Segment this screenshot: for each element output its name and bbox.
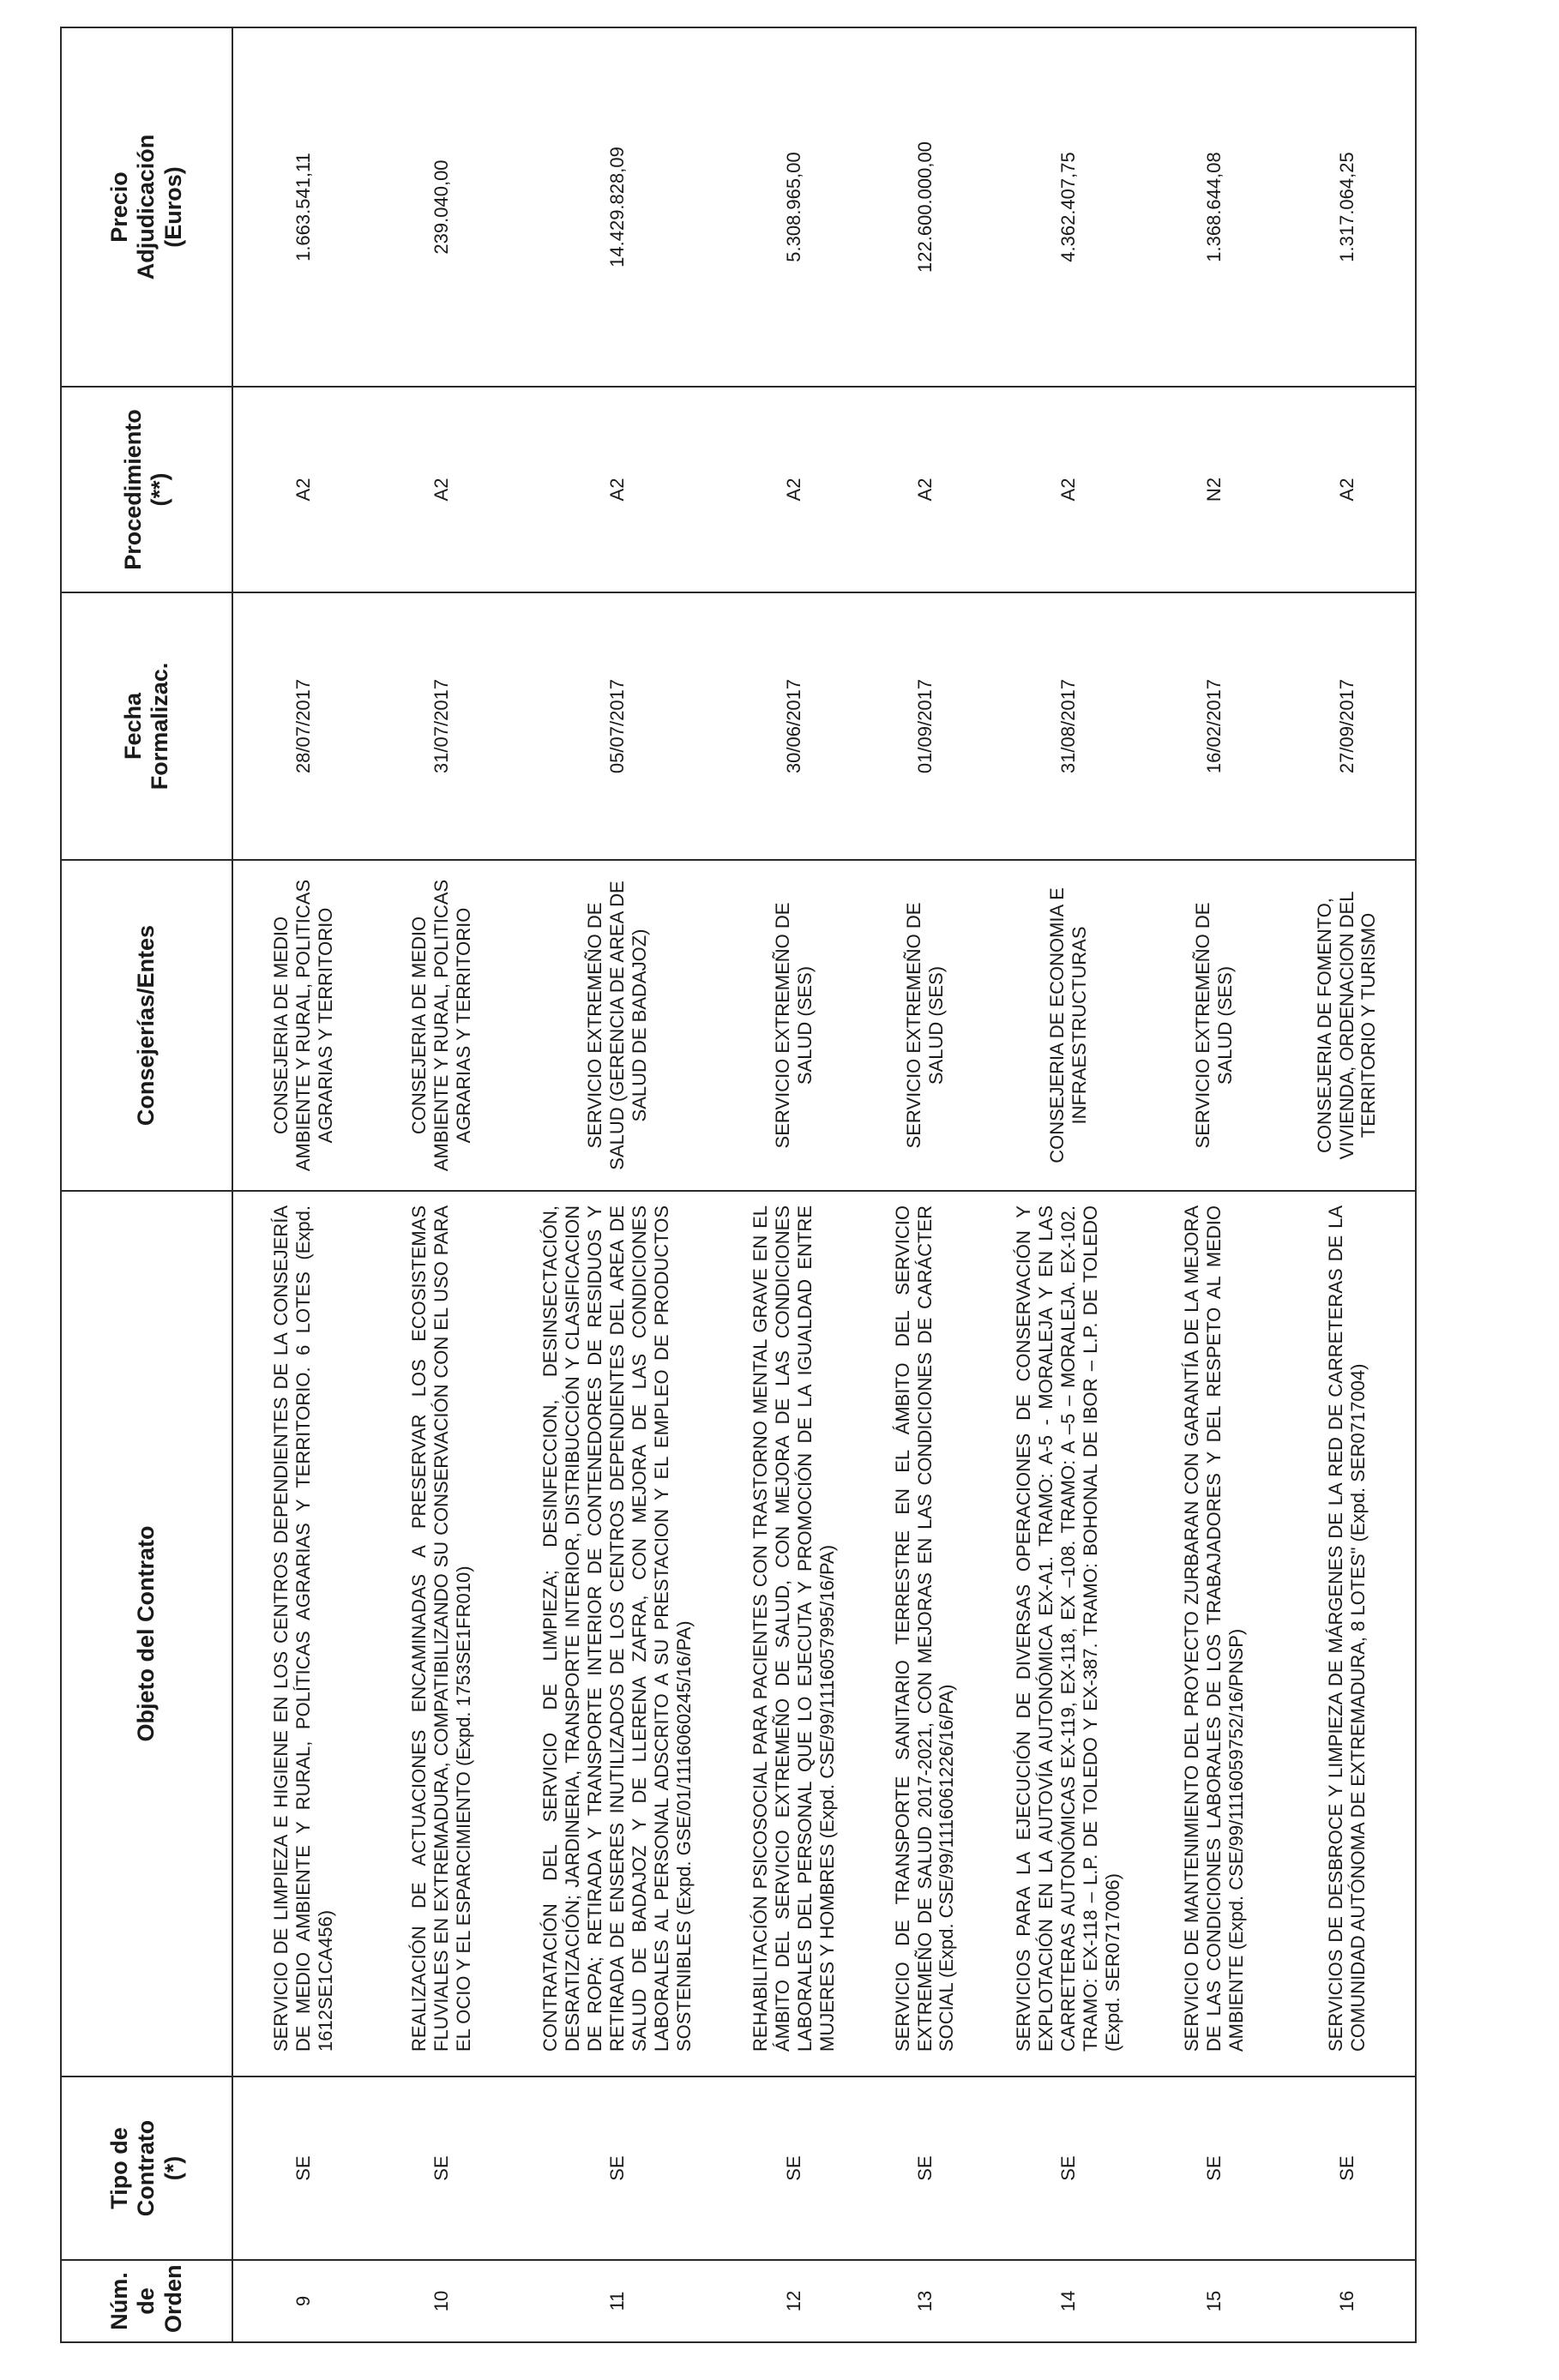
table-row (232, 27, 374, 2342)
contracts-table (60, 27, 1417, 2343)
row-num: 10 (374, 2260, 509, 2342)
header-fecha-line: Fecha (119, 692, 146, 760)
row-num: 16 (1279, 2260, 1416, 2342)
row-ente: CONSEJERIA DE ECONOMIA E INFRAESTRUCTURAS (987, 860, 1150, 1191)
row-objeto: SERVICIO DE TRANSPORTE SANITARIO TERRESTRE EN EL ÁMBITO DEL SERVICIO EXTREMEÑO DE SALUD 2017-2021, CON MEJORAS EN LAS CONDICIONES DE CARÁCTER SOCIAL (Expd. CSE/99/1116061226/16/PA) (863, 1191, 987, 2076)
row-fecha: 31/08/2017 (987, 592, 1150, 860)
row-objeto: SERVICIOS DE DESBROCE Y LIMPIEZA DE MÁRGENES DE LA RED DE CARRETERAS DE LA COMUNIDAD AUTÓNOMA DE EXTREMADURA, 8 LOTES" (Expd. SER0717004) (1279, 1191, 1416, 2076)
row-proc: A2 (987, 387, 1150, 592)
row-tipo: SE (509, 2076, 725, 2260)
header-proc-line: (**) (147, 472, 172, 507)
row-proc: A2 (863, 387, 987, 592)
row-ente: SERVICIO EXTREMEÑO DE SALUD (GERENCIA DE AREA DE SALUD DE BADAJOZ) (509, 860, 725, 1191)
row-objeto: SERVICIOS PARA LA EJECUCIÓN DE DIVERSAS OPERACIONES DE CONSERVACIÓN Y EXPLOTACIÓN EN LA AUTOVÍA AUTONÓMICA EX-A1. TRAMO: A-5 - MORALEJA Y EN LAS CARRETERAS AUTONÓMICAS EX-119, EX-118, EX –108. TRAMO: A –5 – MORALEJA. EX-102. TRAMO: EX-118 – L.P. DE TOLEDO Y EX-387. TRAMO: BOHONAL DE IBOR – L.P. DE TOLEDO (Expd. SER0717006) (987, 1191, 1150, 2076)
row-precio: 4.362.407,75 (987, 27, 1150, 387)
table-row (509, 27, 725, 2342)
header-precio (61, 27, 232, 387)
row-proc: A2 (232, 387, 374, 592)
table-row (374, 27, 509, 2342)
row-precio: 1.317.064,25 (1279, 27, 1416, 387)
header-proc (61, 387, 232, 592)
row-num: 9 (232, 2260, 374, 2342)
row-fecha: 27/09/2017 (1279, 592, 1416, 860)
row-precio: 14.429.828,09 (509, 27, 725, 387)
table-row (987, 27, 1150, 2342)
header-row (61, 27, 232, 2342)
table-row (1150, 27, 1279, 2342)
row-objeto: REHABILITACIÓN PSICOSOCIAL PARA PACIENTES CON TRASTORNO MENTAL GRAVE EN EL ÁMBITO DEL SERVICIO EXTREMEÑO DE SALUD, CON MEJORA DE LAS CONDICIONES LABORALES DEL PERSONAL QUE LO EJECUTA Y PROMOCIÓN DE LA IGUALDAD ENTRE MUJERES Y HOMBRES (Expd. CSE/99/1116057995/16/PA) (725, 1191, 863, 2076)
header-fecha-line: Formalizac. (147, 662, 172, 790)
row-precio: 1.368.644,08 (1150, 27, 1279, 387)
header-precio-line: Adjudicación (133, 134, 160, 280)
row-fecha: 01/09/2017 (863, 592, 987, 860)
row-tipo: SE (725, 2076, 863, 2260)
row-tipo: SE (232, 2076, 374, 2260)
row-proc: A2 (1279, 387, 1416, 592)
header-tipo (61, 2076, 232, 2260)
row-tipo: SE (987, 2076, 1150, 2260)
row-tipo: SE (1150, 2076, 1279, 2260)
row-precio: 5.308.965,00 (725, 27, 863, 387)
header-num (61, 2260, 232, 2342)
row-objeto: CONTRATACIÓN DEL SERVICIO DE LIMPIEZA; DESINFECCION, DESINSECTACIÓN, DESRATIZACIÓN; JARDINERIA, TRANSPORTE INTERIOR, DISTRIBUCCIÓN Y CLASIFICACION DE ROPA; RETIRADA Y TRANSPORTE INTERIOR DE CONTENEDORES DE RESIDUOS Y RETIRADA DE ENSERES INUTILIZADOS DE LOS CENTROS DEPENDIENTES DEL AREA DE SALUD DE BADAJOZ Y DE LLERENA ZAFRA, CON MEJORA DE LAS CONDICIONES LABORALES AL PERSONAL ADSCRITO A SU PRESTACION Y EL EMPLEO DE PRODUCTOS SOSTENIBLES (Expd. GSE/01/1116060245/16/PA) (509, 1191, 725, 2076)
header-proc-line: Procedimiento (119, 409, 146, 570)
row-tipo: SE (1279, 2076, 1416, 2260)
table-row (1279, 27, 1416, 2342)
table-row (863, 27, 987, 2342)
header-num-line: Núm. (106, 2272, 133, 2330)
row-tipo: SE (374, 2076, 509, 2260)
header-precio-line: (Euros) (160, 166, 186, 248)
header-tipo-line: (*) (160, 2155, 186, 2181)
row-fecha: 05/07/2017 (509, 592, 725, 860)
row-ente: SERVICIO EXTREMEÑO DE SALUD (SES) (725, 860, 863, 1191)
header-num-line: Orden (160, 2264, 186, 2333)
row-fecha: 31/07/2017 (374, 592, 509, 860)
table-row (725, 27, 863, 2342)
row-ente: CONSEJERIA DE MEDIO AMBIENTE Y RURAL, POLITICAS AGRARIAS Y TERRITORIO (232, 860, 374, 1191)
header-fecha (61, 592, 232, 860)
row-fecha: 28/07/2017 (232, 592, 374, 860)
header-tipo-line: Tipo de (106, 2127, 133, 2209)
row-proc: A2 (374, 387, 509, 592)
header-ente: Consejerías/Entes (61, 860, 232, 1191)
row-precio: 122.600.000,00 (863, 27, 987, 387)
row-proc: N2 (1150, 387, 1279, 592)
header-tipo-line: Contrato (133, 2119, 160, 2217)
row-num: 12 (725, 2260, 863, 2342)
row-precio: 239.040,00 (374, 27, 509, 387)
row-ente: SERVICIO EXTREMEÑO DE SALUD (SES) (1150, 860, 1279, 1191)
header-num-line: de (133, 2287, 160, 2315)
row-fecha: 30/06/2017 (725, 592, 863, 860)
row-ente: CONSEJERIA DE FOMENTO, VIVIENDA, ORDENACION DEL TERRITORIO Y TURISMO (1279, 860, 1416, 1191)
row-num: 11 (509, 2260, 725, 2342)
row-ente: SERVICIO EXTREMEÑO DE SALUD (SES) (863, 860, 987, 1191)
row-tipo: SE (863, 2076, 987, 2260)
row-proc: A2 (725, 387, 863, 592)
row-num: 13 (863, 2260, 987, 2342)
header-objeto: Objeto del Contrato (61, 1191, 232, 2076)
rotated-page (60, 28, 1415, 2343)
row-objeto: SERVICIO DE MANTENIMIENTO DEL PROYECTO ZURBARAN CON GARANTÍA DE LA MEJORA DE LAS CONDICIONES LABORALES DE LOS TRABAJADORES Y DEL RESPETO AL MEDIO AMBIENTE (Expd. CSE/99/1116059752/16/PNSP) (1150, 1191, 1279, 2076)
row-precio: 1.663.541,11 (232, 27, 374, 387)
row-fecha: 16/02/2017 (1150, 592, 1279, 860)
row-num: 14 (987, 2260, 1150, 2342)
row-objeto: SERVICIO DE LIMPIEZA E HIGIENE EN LOS CENTROS DEPENDIENTES DE LA CONSEJERÍA DE MEDIO AMBIENTE Y RURAL, POLÍTICAS AGRARIAS Y TERRITORIO. 6 LOTES (Expd. 1612SE1CA456) (232, 1191, 374, 2076)
header-precio-line: Precio (106, 171, 133, 243)
row-ente: CONSEJERIA DE MEDIO AMBIENTE Y RURAL, POLITICAS AGRARIAS Y TERRITORIO (374, 860, 509, 1191)
row-proc: A2 (509, 387, 725, 592)
row-objeto: REALIZACIÓN DE ACTUACIONES ENCAMINADAS A PRESERVAR LOS ECOSISTEMAS FLUVIALES EN EXTREMADURA, COMPATIBILIZANDO SU CONSERVACIÓN CON EL USO PARA EL OCIO Y EL ESPARCIMIENTO (Expd. 1753SE1FR010) (374, 1191, 509, 2076)
row-num: 15 (1150, 2260, 1279, 2342)
